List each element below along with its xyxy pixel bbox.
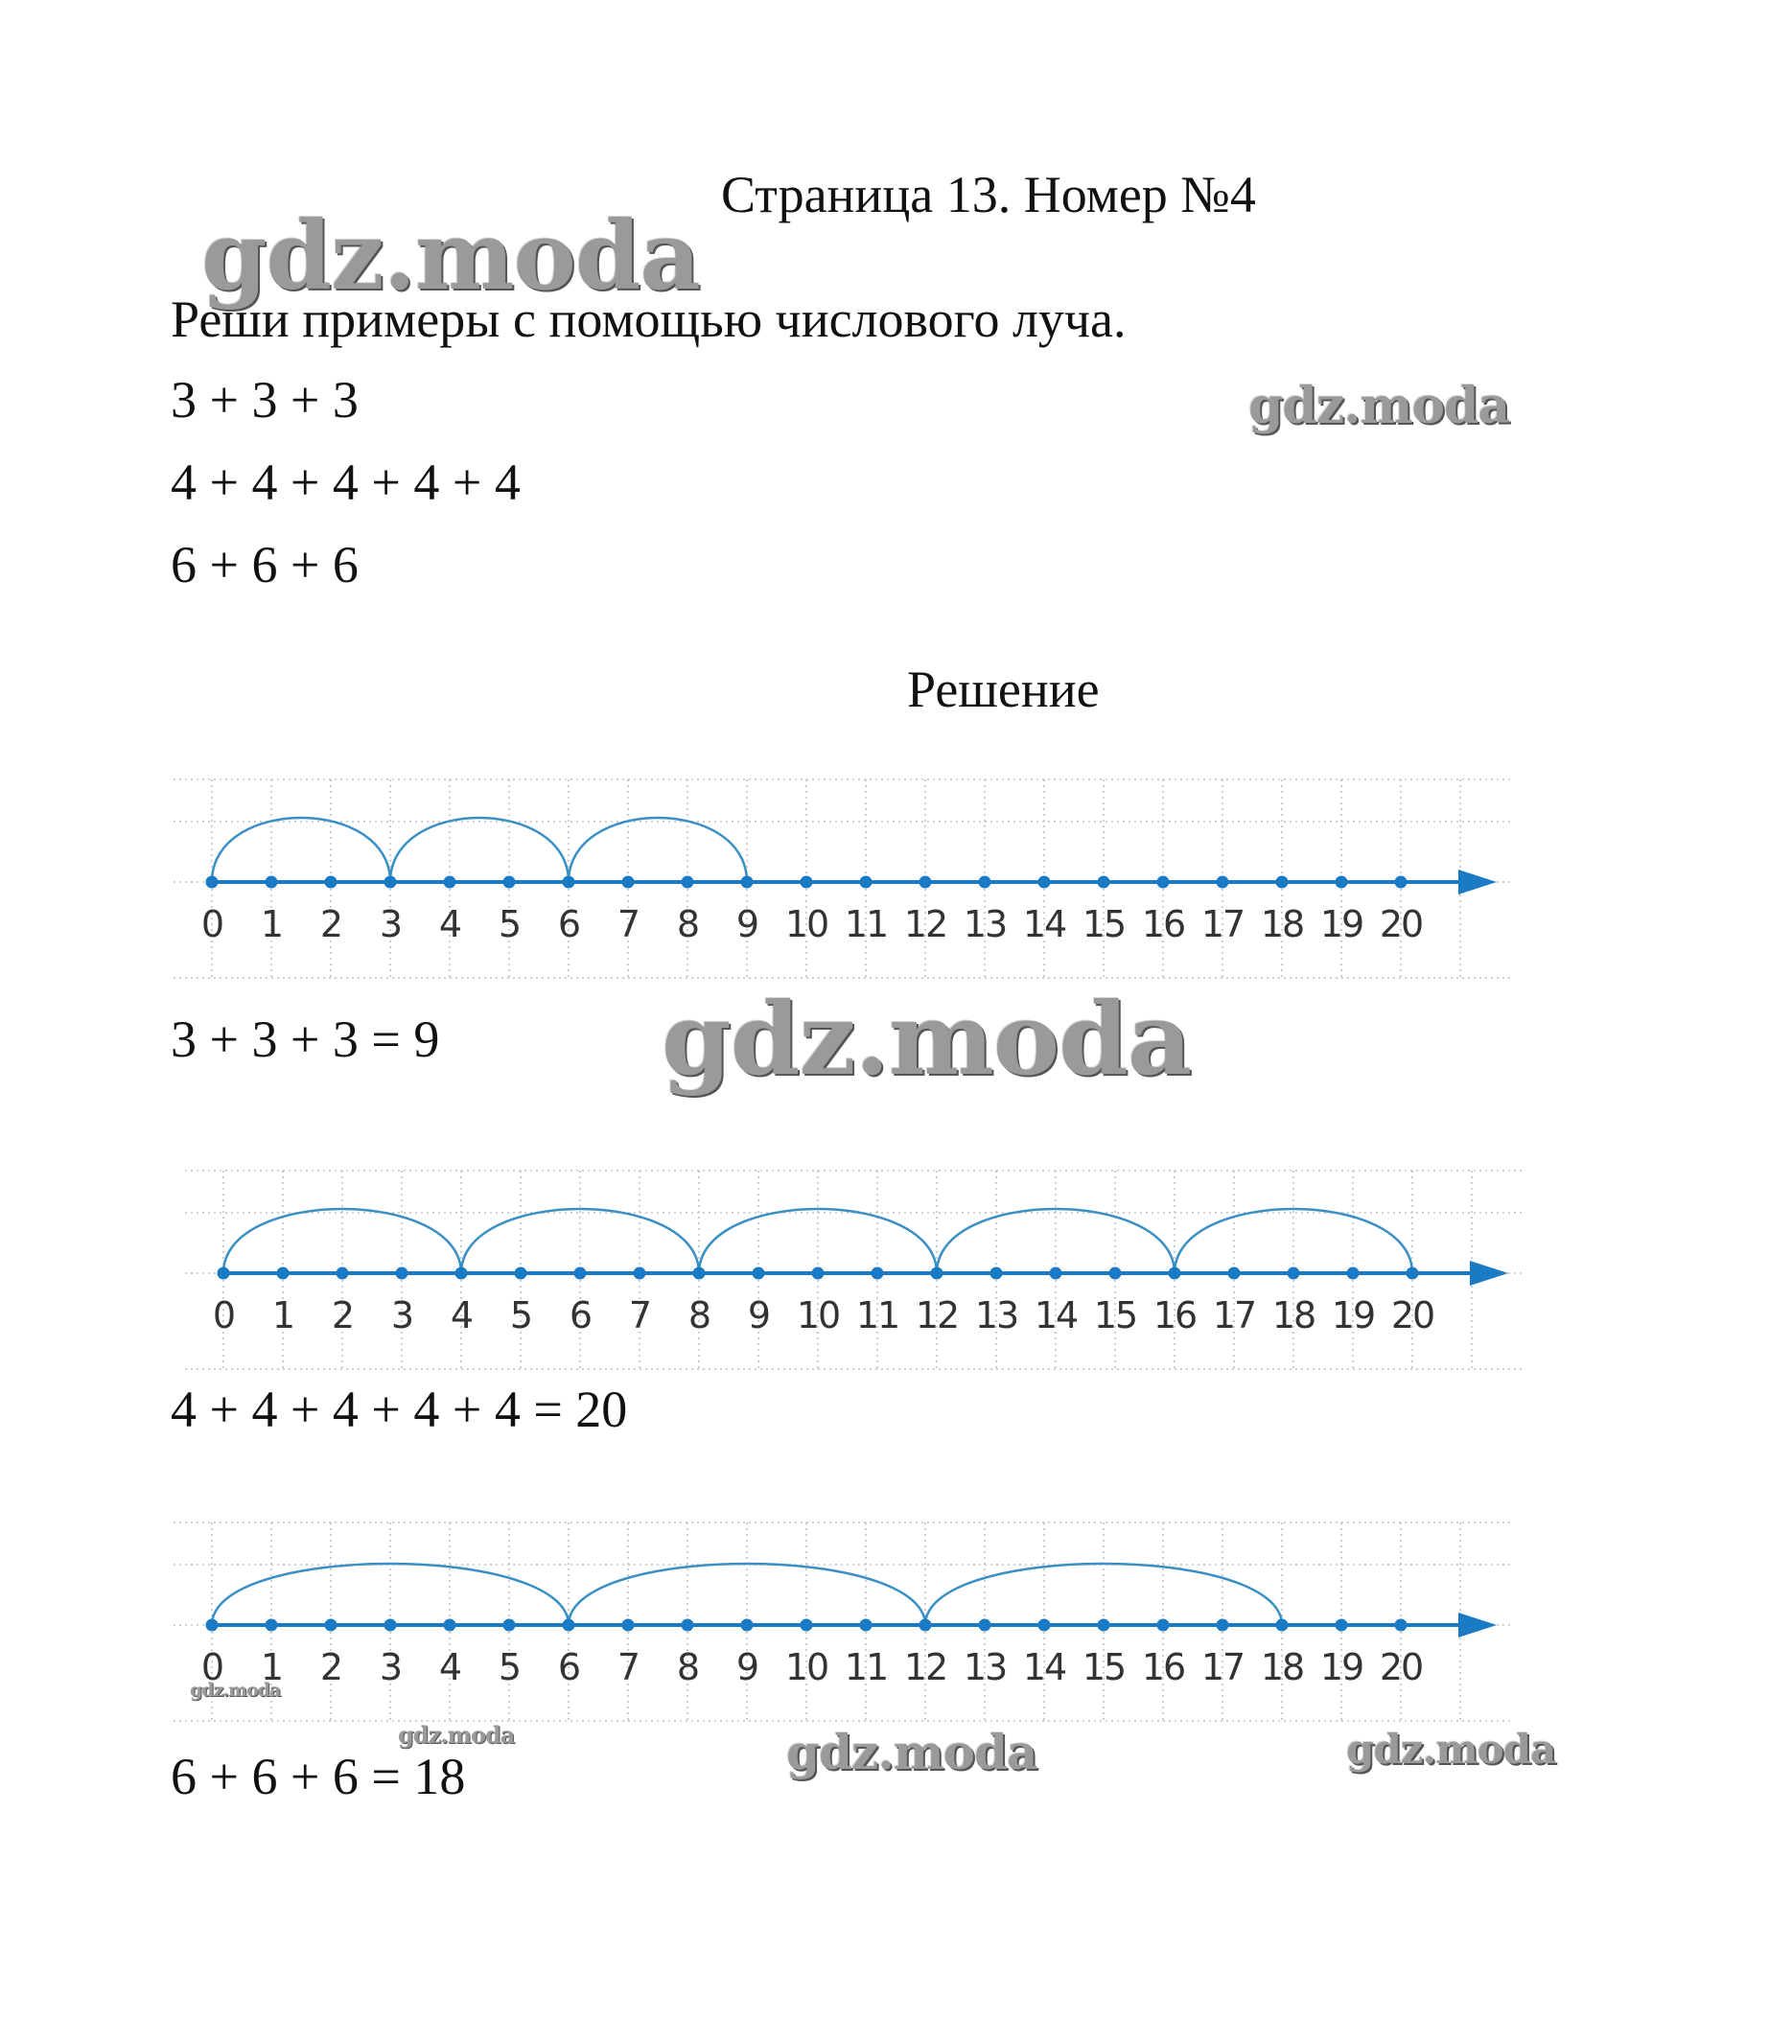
tick-point <box>384 1619 397 1632</box>
tick-label: 4 <box>438 903 461 945</box>
tick-point <box>919 1619 932 1632</box>
tick-point <box>1336 1619 1348 1632</box>
tick-point <box>325 1619 337 1632</box>
arrow-head-icon <box>1470 1261 1508 1286</box>
tick-label: 2 <box>319 903 342 945</box>
example-1: 3 + 3 + 3 <box>171 371 359 429</box>
tick-point <box>1347 1267 1360 1280</box>
tick-label: 9 <box>735 903 758 945</box>
tick-point <box>753 1267 765 1280</box>
tick-point <box>1098 876 1110 889</box>
tick-label: 12 <box>903 903 947 945</box>
tick-point <box>931 1267 943 1280</box>
tick-point <box>337 1267 349 1280</box>
tick-point <box>1109 1267 1122 1280</box>
tick-label: 17 <box>1200 903 1245 945</box>
tick-label: 20 <box>1379 903 1423 945</box>
tick-label: 13 <box>963 1646 1007 1688</box>
tick-point <box>325 876 337 889</box>
tick-point <box>1217 1619 1229 1632</box>
tick-label: 0 <box>200 903 223 945</box>
tick-label: 11 <box>844 903 888 945</box>
tick-label: 9 <box>735 1646 758 1688</box>
tick-point <box>1336 876 1348 889</box>
tick-point <box>634 1267 646 1280</box>
jump-arc <box>212 818 390 882</box>
tick-label: 16 <box>1141 903 1185 945</box>
watermark-logo: gdz.moda <box>786 1724 1037 1780</box>
tick-point <box>872 1267 884 1280</box>
tick-label: 17 <box>1212 1294 1256 1336</box>
tick-point <box>503 1619 516 1632</box>
tick-point <box>1395 1619 1408 1632</box>
tick-point <box>396 1267 408 1280</box>
tick-point <box>682 876 694 889</box>
tick-label: 18 <box>1260 1646 1304 1688</box>
tick-label: 9 <box>747 1294 770 1336</box>
tick-point <box>1157 1619 1170 1632</box>
solution-heading: Решение <box>907 661 1100 718</box>
tick-point <box>515 1267 527 1280</box>
watermark-logo: gdz.moda <box>1248 377 1510 435</box>
tick-point <box>979 876 991 889</box>
watermark-logo: gdz.moda <box>398 1721 515 1749</box>
tick-label: 10 <box>784 1646 828 1688</box>
answer-2: 4 + 4 + 4 + 4 + 4 = 20 <box>171 1381 628 1438</box>
answer-1: 3 + 3 + 3 = 9 <box>171 1010 440 1068</box>
tick-label: 20 <box>1379 1646 1423 1688</box>
page-title: Страница 13. Номер №4 <box>721 166 1256 223</box>
tick-point <box>1050 1267 1062 1280</box>
tick-point <box>563 876 575 889</box>
tick-point <box>979 1619 991 1632</box>
tick-label: 16 <box>1141 1646 1185 1688</box>
tick-label: 3 <box>379 1646 402 1688</box>
tick-point <box>812 1267 825 1280</box>
tick-point <box>1228 1267 1241 1280</box>
tick-point <box>1276 1619 1289 1632</box>
jump-arc <box>569 818 747 882</box>
tick-label: 5 <box>498 1646 521 1688</box>
example-3: 6 + 6 + 6 <box>171 536 359 593</box>
tick-point <box>455 1267 468 1280</box>
watermark-logo: gdz.moda <box>201 201 700 312</box>
tick-label: 7 <box>617 1646 640 1688</box>
number-line-2 <box>0 1163 1792 1393</box>
tick-point <box>1038 876 1051 889</box>
tick-label: 4 <box>450 1294 473 1336</box>
tick-label: 14 <box>1034 1294 1078 1336</box>
tick-label: 8 <box>676 903 699 945</box>
jump-arc <box>390 818 569 882</box>
tick-point <box>1276 876 1289 889</box>
tick-label: 11 <box>844 1646 888 1688</box>
tick-label: 2 <box>331 1294 354 1336</box>
tick-point <box>919 876 932 889</box>
tick-label: 10 <box>796 1294 840 1336</box>
tick-label: 17 <box>1200 1646 1245 1688</box>
tick-point <box>1098 1619 1110 1632</box>
tick-label: 11 <box>855 1294 899 1336</box>
tick-point <box>206 1619 219 1632</box>
number-line-3 <box>0 1515 1792 1745</box>
tick-label: 14 <box>1022 1646 1066 1688</box>
number-line-1 <box>0 772 1792 1002</box>
tick-label: 13 <box>974 1294 1018 1336</box>
tick-point <box>266 1619 278 1632</box>
tick-point <box>384 876 397 889</box>
tick-point <box>277 1267 290 1280</box>
tick-point <box>682 1619 694 1632</box>
tick-label: 8 <box>676 1646 699 1688</box>
tick-label: 19 <box>1319 903 1363 945</box>
tick-label: 12 <box>903 1646 947 1688</box>
tick-label: 4 <box>438 1646 461 1688</box>
tick-point <box>1217 876 1229 889</box>
tick-point <box>1407 1267 1419 1280</box>
watermark-logo: gdz.moda <box>662 980 1192 1098</box>
tick-label: 14 <box>1022 903 1066 945</box>
tick-label: 6 <box>557 903 580 945</box>
tick-point <box>218 1267 230 1280</box>
tick-label: 5 <box>509 1294 532 1336</box>
task-instruction: Реши примеры с помощью числового луча. <box>171 290 1127 348</box>
tick-label: 10 <box>784 903 828 945</box>
tick-label: 8 <box>687 1294 710 1336</box>
tick-point <box>741 876 754 889</box>
example-2: 4 + 4 + 4 + 4 + 4 <box>171 453 521 511</box>
tick-label: 12 <box>915 1294 959 1336</box>
tick-label: 7 <box>628 1294 651 1336</box>
tick-label: 3 <box>390 1294 413 1336</box>
tick-label: 13 <box>963 903 1007 945</box>
tick-point <box>693 1267 706 1280</box>
tick-label: 0 <box>200 1646 223 1688</box>
answer-3: 6 + 6 + 6 = 18 <box>171 1748 466 1805</box>
tick-label: 7 <box>617 903 640 945</box>
tick-label: 6 <box>569 1294 592 1336</box>
tick-label: 15 <box>1082 1646 1126 1688</box>
tick-point <box>444 876 456 889</box>
tick-point <box>266 876 278 889</box>
tick-point <box>622 876 635 889</box>
tick-point <box>444 1619 456 1632</box>
tick-point <box>860 1619 873 1632</box>
watermark-logo: gdz.moda <box>1346 1726 1556 1773</box>
tick-point <box>801 1619 813 1632</box>
tick-label: 5 <box>498 903 521 945</box>
tick-label: 18 <box>1260 903 1304 945</box>
tick-label: 1 <box>260 1646 283 1688</box>
tick-label: 1 <box>271 1294 294 1336</box>
tick-point <box>503 876 516 889</box>
watermark-logo: gdz.moda <box>190 1680 281 1701</box>
tick-label: 19 <box>1319 1646 1363 1688</box>
tick-point <box>1157 876 1170 889</box>
tick-label: 15 <box>1082 903 1126 945</box>
tick-point <box>1288 1267 1300 1280</box>
tick-point <box>206 876 219 889</box>
tick-point <box>990 1267 1003 1280</box>
tick-label: 1 <box>260 903 283 945</box>
tick-point <box>1395 876 1408 889</box>
arrow-head-icon <box>1458 870 1497 894</box>
tick-point <box>741 1619 754 1632</box>
tick-label: 18 <box>1271 1294 1315 1336</box>
tick-label: 15 <box>1093 1294 1137 1336</box>
arrow-head-icon <box>1458 1613 1497 1638</box>
tick-label: 20 <box>1390 1294 1434 1336</box>
tick-label: 3 <box>379 903 402 945</box>
tick-label: 2 <box>319 1646 342 1688</box>
tick-point <box>563 1619 575 1632</box>
tick-label: 16 <box>1152 1294 1197 1336</box>
tick-label: 0 <box>212 1294 235 1336</box>
tick-point <box>622 1619 635 1632</box>
tick-label: 19 <box>1331 1294 1375 1336</box>
tick-point <box>801 876 813 889</box>
tick-point <box>574 1267 587 1280</box>
tick-point <box>1038 1619 1051 1632</box>
tick-point <box>1169 1267 1181 1280</box>
tick-label: 6 <box>557 1646 580 1688</box>
tick-point <box>860 876 873 889</box>
